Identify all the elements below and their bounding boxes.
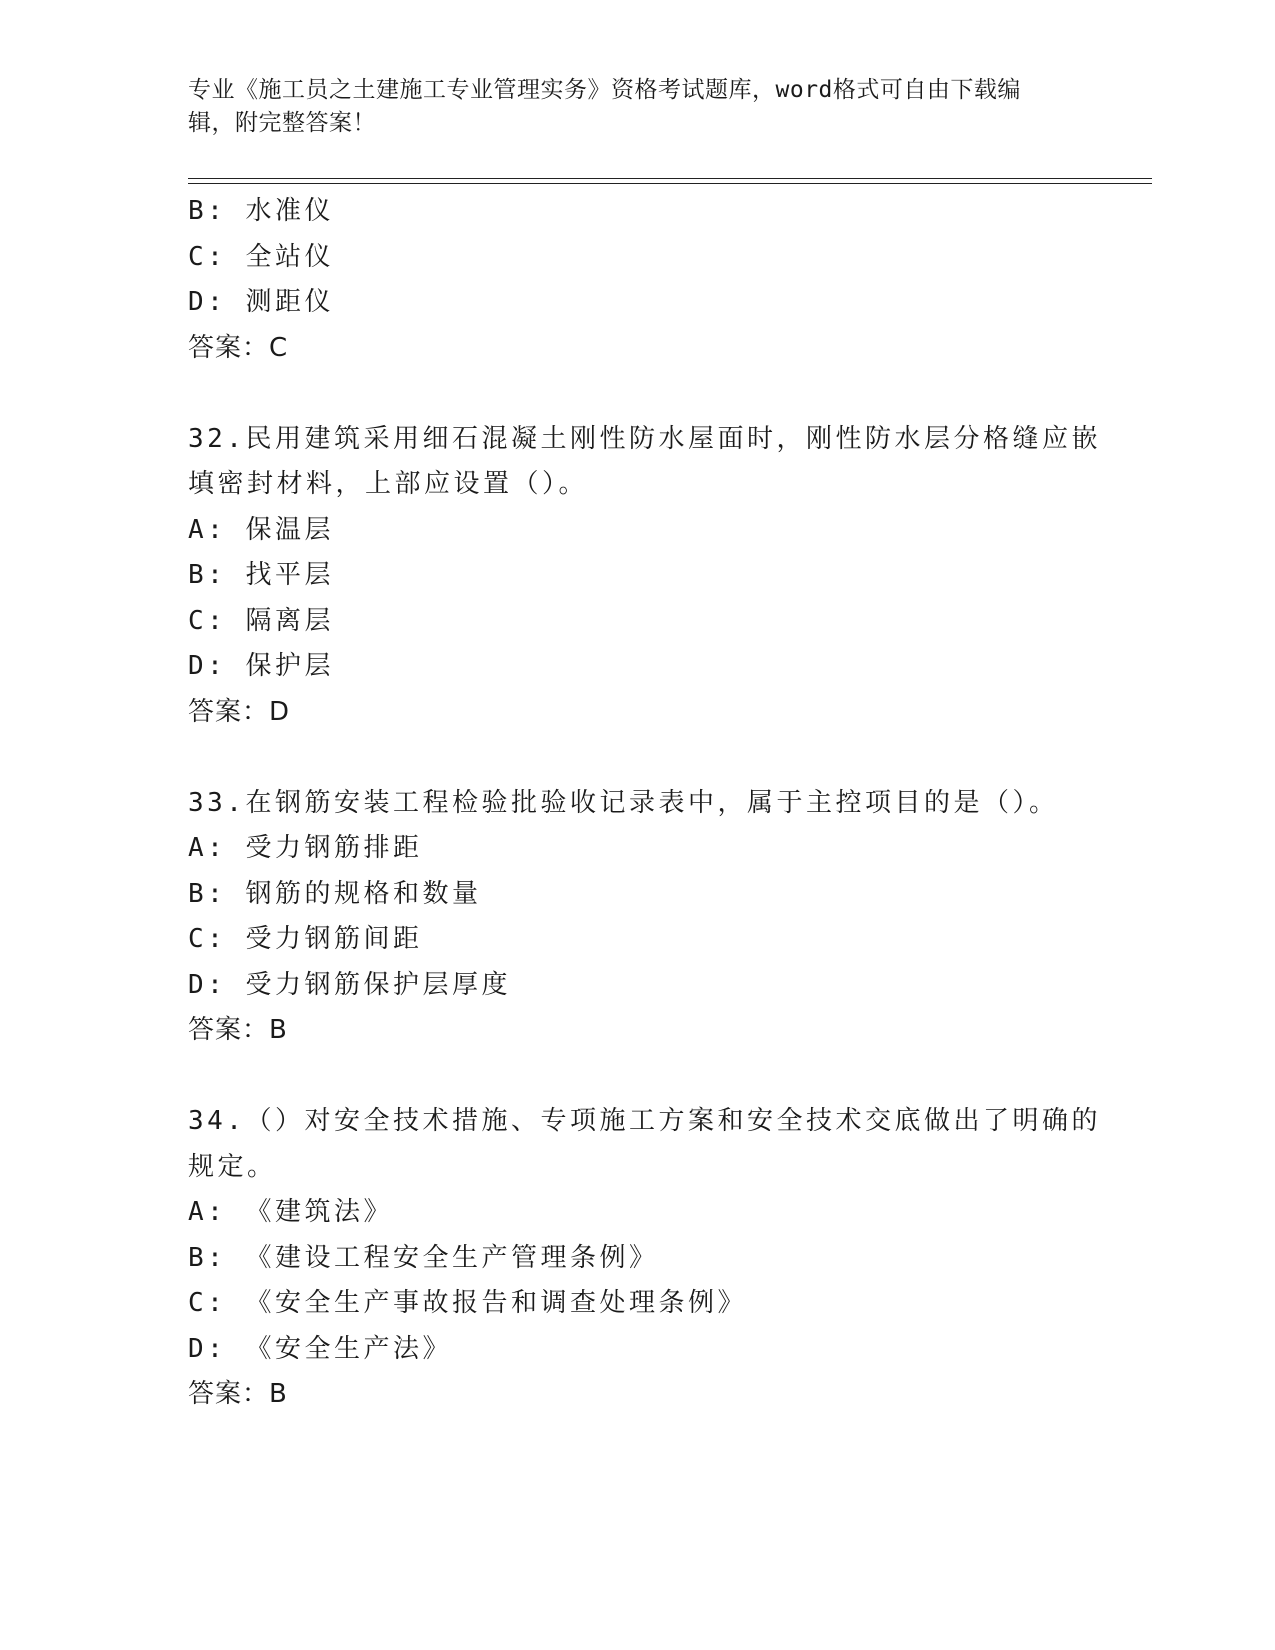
question-stem: 32.民用建筑采用细石混凝土刚性防水屋面时，刚性防水层分格缝应嵌 [188,423,1101,454]
option-c: C: 隔离层 [188,605,334,636]
option-d: D: 测距仪 [188,287,334,317]
question-stem-cont: 填密封材料，上部应设置（）。 [188,469,589,499]
question-33 [188,781,1088,1054]
option-d: D: 受力钢筋保护层厚度 [188,969,511,1000]
option-b: B: 钢筋的规格和数量 [188,878,482,909]
question-31-tail [188,189,1088,371]
document-header [188,74,1068,140]
header-line-1: 专业《施工员之土建施工专业管理实务》资格考试题库，word格式可自由下载编 [188,77,1021,103]
header-line-2: 辑，附完整答案！ [188,110,376,136]
option-a: A: 《建筑法》 [188,1197,393,1227]
question-stem: 33.在钢筋安装工程检验批验收记录表中，属于主控项目的是（）。 [188,787,1059,818]
answer: 答案：B [188,1379,288,1409]
option-a: A: 保温层 [188,514,334,545]
question-stem-cont: 规定。 [188,1151,277,1182]
option-b: B: 《建设工程安全生产管理条例》 [188,1242,659,1273]
question-list [188,189,1101,1418]
option-b: B: 水准仪 [188,196,334,226]
option-d: D: 《安全生产法》 [188,1333,452,1364]
spacer [188,371,1088,417]
option-b: B: 找平层 [188,560,334,590]
header-divider-bottom [188,183,1152,184]
option-c: C: 《安全生产事故报告和调查处理条例》 [188,1288,747,1318]
answer: 答案：C [188,332,289,363]
header-divider-top [188,178,1152,179]
answer: 答案：B [188,1015,288,1045]
question-stem: 34.（）对安全技术措施、专项施工方案和安全技术交底做出了明确的 [188,1106,1101,1136]
spacer [188,735,1088,781]
spacer [188,1054,1088,1100]
answer: 答案：D [188,696,291,727]
question-34 [188,1099,1101,1418]
option-d: D: 保护层 [188,651,334,681]
option-a: A: 受力钢筋排距 [188,833,423,863]
option-c: C: 受力钢筋间距 [188,924,423,954]
option-c: C: 全站仪 [188,241,334,272]
question-32 [188,417,1101,736]
